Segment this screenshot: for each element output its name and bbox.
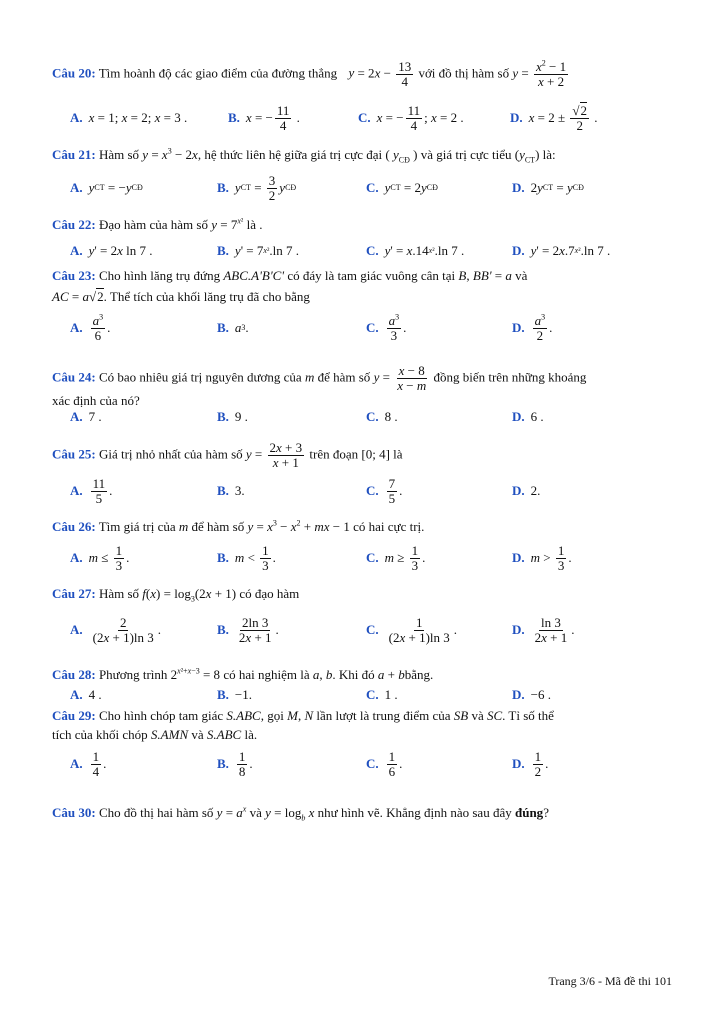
question-29-line2: tích của khối chóp S.AMN và S.ABC là. (52, 727, 258, 742)
question-stem-mid: và (249, 805, 262, 820)
question-stem-mid: trên đoạn (309, 446, 359, 462)
q23-option-c[interactable]: C. $\frac{a^3}{3}$ . (366, 312, 407, 343)
question-stem-line2: xác định của nó? (52, 393, 140, 408)
question-23-line2: AC = a√2. Thể tích của khối lăng trụ đã cho bằng (52, 289, 310, 304)
q23-option-b[interactable]: B. a 3 . (217, 320, 249, 335)
q27-option-d[interactable]: D. $\frac{\ln 3}{2x + 1}$ . (512, 614, 575, 645)
question-stem: Hàm số (98, 586, 140, 601)
question-stem-mid: để hàm số (191, 519, 245, 534)
question-stem-mid2: ) và giá trị cực tiểu ( (413, 147, 520, 162)
question-label: Câu 26: (52, 519, 96, 534)
q20-option-d[interactable]: D. x = 2 ± $\frac{√2}{2}$ . (510, 102, 598, 133)
q28-option-c[interactable]: C. 1 . (366, 687, 398, 702)
question-23: Câu 23: Cho hình lăng trụ đứng ABC.A'B'C' có đáy là tam giác vuông cân tại B, BB' = a và (52, 268, 528, 283)
question-stem: Cho hình chóp tam giác (98, 708, 224, 723)
question-stem: Cho đồ thị hai hàm số (98, 805, 214, 820)
question-29: Câu 29: Cho hình chóp tam giác S.ABC, gọi M, N lần lượt là trung điểm của SB và SC. Tỉ số thể (52, 708, 554, 723)
question-20: Câu 20: Tìm hoành độ các giao điểm của đường thẳng y = 2x − $\frac{13}{4}$ với đồ thị hàm số y = $\frac{x^2 - 1}{x + 2}$ (52, 58, 567, 89)
q25-option-d[interactable]: D. 2. (512, 483, 541, 498)
question-stem-end: ? (543, 805, 549, 820)
question-stem-mid3: và (471, 708, 484, 723)
q28-option-a[interactable]: A. 4 . (70, 687, 102, 702)
q28-option-d[interactable]: D. −6 . (512, 687, 551, 702)
q25-option-a[interactable]: A. $\frac{11}{5}$ . (70, 475, 113, 506)
question-stem-mid: để hàm số (317, 369, 371, 385)
q27-option-a[interactable]: A. $\frac{2}{(2x + 1)\ln 3}$ . (70, 614, 162, 645)
question-stem: Tìm giá trị của (98, 519, 176, 534)
question-stem-end: là . (246, 217, 263, 232)
question-stem-mid2: như hình vẽ. Khẳng định nào sau đây (317, 805, 512, 820)
question-stem-end: . Tỉ số thể (502, 708, 554, 723)
q22-option-d[interactable]: D. y ' = 2 x .7 x² .ln 7 . (512, 243, 611, 258)
q23-option-d[interactable]: D. $\frac{a^3}{2}$ . (512, 312, 553, 343)
q22-option-a[interactable]: A. y ' = 2 x ln 7 . (70, 243, 153, 258)
question-stem-mid: , gọi (260, 708, 284, 723)
question-24-line2 (52, 392, 674, 410)
q24-option-a[interactable]: A. 7 . (70, 409, 102, 424)
page-footer: Trang 3/6 - Mã đề thi 101 (548, 974, 672, 988)
question-stem-mid: có đáy là tam giác vuông cân tại (287, 268, 456, 283)
question-label: Câu 27: (52, 586, 96, 601)
question-stem-end: là (393, 446, 403, 462)
question-stem-mid: có hai nghiệm là (223, 667, 310, 682)
q26-option-a[interactable]: A. m ≤ $\frac{1}{3}$ . (70, 542, 130, 573)
question-stem-end: bằng. (404, 667, 434, 682)
question-stem: Phương trình (98, 667, 168, 682)
question-stem: Giá trị nhỏ nhất của hàm số (98, 446, 243, 462)
question-stem-mid2: và (515, 268, 528, 283)
question-label: Câu 21: (52, 147, 96, 162)
question-stem-line2: . Thể tích của khối lăng trụ đã cho bằng (103, 289, 310, 304)
question-label: Câu 24: (52, 369, 96, 385)
q25-option-c[interactable]: C. $\frac{7}{5}$ . (366, 475, 403, 506)
q26-option-b[interactable]: B. m < $\frac{1}{3}$ . (217, 542, 276, 573)
question-28: Câu 28: Phương trình $2^{x^2+x-3} = 8$ có hai nghiệm là a, b. Khi đó a + bbằng. (52, 666, 434, 682)
question-25: Câu 25: Giá trị nhỏ nhất của hàm số y = $\frac{2x + 3}{x + 1}$ trên đoạn [0; 4] là (52, 440, 403, 470)
question-27: Câu 27: Hàm số $f(x) = \log_3(2x + 1)$ có đạo hàm (52, 586, 300, 604)
question-stem: Đạo hàm của hàm số (98, 217, 208, 232)
question-label: Câu 30: (52, 805, 96, 820)
question-stem-mid: , hệ thức liên hệ giữa giá trị cực đại ( (197, 147, 390, 162)
question-label: Câu 22: (52, 217, 96, 232)
question-stem-line2: tích của khối chóp (52, 727, 148, 742)
question-label: Câu 29: (52, 708, 96, 723)
question-stem-end: có hai cực trị. (353, 519, 425, 534)
q28-option-b[interactable]: B. −1. (217, 687, 253, 702)
q27-option-b[interactable]: B. $\frac{2\ln 3}{2x + 1}$ . (217, 614, 279, 645)
question-label: Câu 23: (52, 268, 96, 283)
q21-option-b[interactable]: B. y CT = $\frac{3}{2}$ y CĐ (217, 172, 297, 203)
question-label: Câu 28: (52, 667, 96, 682)
q22-option-b[interactable]: B. y ' = 7 x² .ln 7 . (217, 243, 299, 258)
q29-option-a[interactable]: A. $\frac{1}{4}$ . (70, 748, 107, 779)
question-22: Câu 22: Đạo hàm của hàm số $y = 7^{x^2}$ là . (52, 216, 263, 232)
q20-option-a[interactable]: A. x = 1; x = 2; x = 3 . (70, 110, 188, 125)
question-stem-mid2: . Khi đó (332, 667, 375, 682)
q21-option-c[interactable]: C. y CT = 2 y CĐ (366, 180, 438, 195)
question-label: Câu 20: (52, 65, 96, 81)
q22-option-c[interactable]: C. y ' = x .14 x² .ln 7 . (366, 243, 465, 258)
q29-option-b[interactable]: B. $\frac{1}{8}$ . (217, 748, 253, 779)
question-label: Câu 25: (52, 446, 96, 462)
q27-option-c[interactable]: C. $\frac{1}{(2x + 1)\ln 3}$ . (366, 614, 458, 645)
q24-option-c[interactable]: C. 8 . (366, 409, 398, 424)
question-stem-mid: với đồ thị hàm số (418, 65, 510, 81)
q23-option-a[interactable]: A. $\frac{a^3}{6}$ . (70, 312, 111, 343)
question-stem-line2b: và (191, 727, 204, 742)
q24-option-b[interactable]: B. 9 . (217, 409, 248, 424)
question-21: Câu 21: Hàm số $y = x^3 - 2x$, hệ thức liên hệ giữa giá trị cực đại ( $y_{CĐ}$ ) và giá trị cực tiểu $(y_{CT})$ là: (52, 146, 556, 165)
question-26: Câu 26: Tìm giá trị của m để hàm số $y = x^3 - x^2$ + mx − 1 có hai cực trị. (52, 518, 425, 534)
q24-option-d[interactable]: D. 6 . (512, 409, 544, 424)
question-stem: Có bao nhiêu giá trị nguyên dương của (98, 369, 302, 385)
q20-option-b[interactable]: B. x = − $\frac{11}{4}$ . (228, 102, 300, 133)
question-stem: Tìm hoành độ các giao điểm của đường thẳng (98, 65, 338, 81)
q26-option-c[interactable]: C. m ≥ $\frac{1}{3}$ . (366, 542, 426, 573)
question-stem-end: đồng biến trên những khoảng (433, 369, 587, 385)
question-stem: Cho hình lăng trụ đứng (98, 268, 221, 283)
q21-option-a[interactable]: A. y CT = − y CĐ (70, 180, 143, 195)
q21-option-d[interactable]: D. 2 y CT = y CĐ (512, 180, 584, 195)
question-stem-line2c: là. (244, 727, 258, 742)
q26-option-d[interactable]: D. m > $\frac{1}{3}$ . (512, 542, 572, 573)
question-24: Câu 24: Có bao nhiêu giá trị nguyên dương của m để hàm số y = $\frac{x - 8}{x - m}$ đồng biến trên những khoảng (52, 363, 587, 393)
question-stem-bold: đúng (514, 805, 544, 820)
q20-option-c[interactable]: C. x = − $\frac{11}{4}$ ; x = 2 . (358, 102, 464, 133)
question-stem-end: có đạo hàm (239, 586, 300, 601)
q29-option-d[interactable]: D. $\frac{1}{2}$ . (512, 748, 549, 779)
question-stem: Hàm số (98, 147, 140, 162)
question-stem-mid2: lần lượt là trung điểm của (316, 708, 451, 723)
q29-option-c[interactable]: C. $\frac{1}{6}$ . (366, 748, 403, 779)
question-30: Câu 30: Cho đồ thị hai hàm số $y = a^x$ và $y = \log_b x$ như hình vẽ. Khẳng định nào sau đây đúng? (52, 804, 549, 823)
question-stem-end: ) là: (535, 147, 556, 162)
q25-option-b[interactable]: B. 3. (217, 483, 245, 498)
